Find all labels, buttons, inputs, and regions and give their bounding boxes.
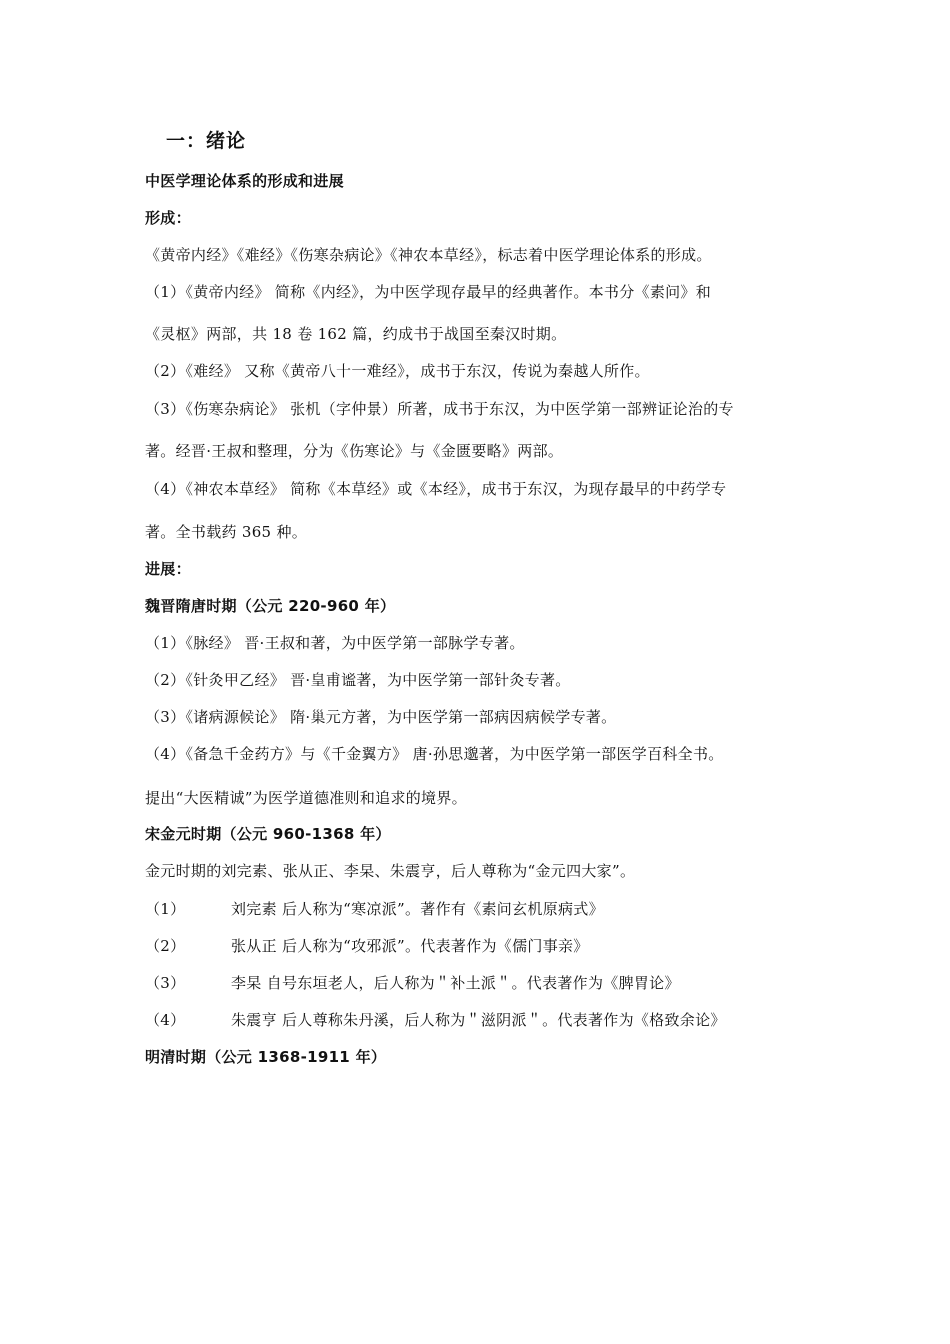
formation-item-1-line-1: （1）《黄帝内经》 简称《内经》，为中医学现存最早的经典著作。本书分《素问》和 <box>145 283 712 301</box>
weijin-item-2: （2）《针灸甲乙经》 晋·皇甫谧著，为中医学第一部针灸专著。 <box>145 671 571 689</box>
progress-heading: 进展： <box>145 560 191 578</box>
list-item-number: （2） <box>145 937 186 955</box>
list-item <box>145 973 680 993</box>
list-item <box>145 1010 726 1030</box>
list-item-text: 刘完素 后人称为“寒凉派”。著作有《素问玄机原病式》 <box>231 900 604 918</box>
formation-item-4-line-1: （4）《神农本草经》 简称《本草经》或《本经》，成书于东汉，为现存最早的中药学专 <box>145 480 727 498</box>
weijin-note: 提出“大医精诚”为医学道德准则和追求的境界。 <box>145 789 467 807</box>
list-item-text: 李杲 自号东垣老人，后人称为＂补土派＂。代表著作为《脾胃论》 <box>231 974 680 992</box>
formation-item-1-line-2: 《灵枢》两部，共 18 卷 162 篇，约成书于战国至秦汉时期。 <box>145 325 567 343</box>
chapter-title: 一：绪论 <box>166 130 247 152</box>
list-item-number: （3） <box>145 974 186 992</box>
formation-item-3-line-2: 著。经晋·王叔和整理，分为《伤寒论》与《金匮要略》两部。 <box>145 442 564 460</box>
formation-item-4-line-2: 著。全书载药 365 种。 <box>145 523 308 541</box>
songjinyuan-intro: 金元时期的刘完素、张从正、李杲、朱震亨，后人尊称为“金元四大家”。 <box>145 862 636 880</box>
mingqing-heading: 明清时期（公元 1368-1911 年） <box>145 1048 387 1066</box>
weijin-heading: 魏晋隋唐时期（公元 220-960 年） <box>145 597 396 615</box>
formation-intro: 《黄帝内经》《难经》《伤寒杂病论》《神农本草经》，标志着中医学理论体系的形成。 <box>145 246 712 264</box>
formation-heading: 形成： <box>145 209 191 227</box>
section-title: 中医学理论体系的形成和进展 <box>145 172 344 190</box>
weijin-item-3: （3）《诸病源候论》 隋·巢元方著，为中医学第一部病因病候学专著。 <box>145 708 617 726</box>
songjinyuan-heading: 宋金元时期（公元 960-1368 年） <box>145 825 391 843</box>
weijin-item-1: （1）《脉经》 晋·王叔和著，为中医学第一部脉学专著。 <box>145 634 525 652</box>
list-item-text: 朱震亨 后人尊称朱丹溪，后人称为＂滋阴派＂。代表著作为《格致余论》 <box>231 1011 726 1029</box>
list-item <box>145 936 589 956</box>
list-item-text: 张从正 后人称为“攻邪派”。代表著作为《儒门事亲》 <box>231 937 589 955</box>
list-item-number: （1） <box>145 900 186 918</box>
list-item <box>145 899 604 919</box>
list-item-number: （4） <box>145 1011 186 1029</box>
formation-item-3-line-1: （3）《伤寒杂病论》 张机（字仲景）所著，成书于东汉，为中医学第一部辨证论治的专 <box>145 400 734 418</box>
weijin-item-4: （4）《备急千金药方》与《千金翼方》 唐·孙思邈著，为中医学第一部医学百科全书。 <box>145 745 724 763</box>
formation-item-2: （2）《难经》 又称《黄帝八十一难经》，成书于东汉，传说为秦越人所作。 <box>145 362 650 380</box>
